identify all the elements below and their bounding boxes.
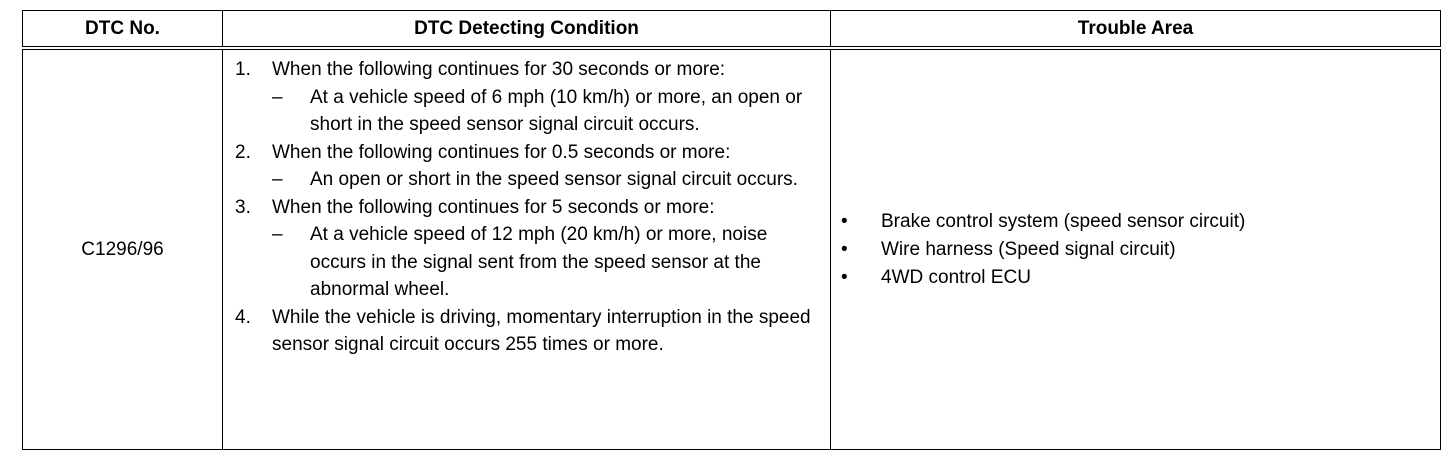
list-item xyxy=(841,208,1440,236)
header-dtc-no: DTC No. xyxy=(23,11,223,49)
bullet-icon: • xyxy=(841,266,848,288)
condition-text: While the vehicle is driving, momentary interruption in the speed sensor signal circuit occurs 255 times or more. xyxy=(272,306,811,355)
condition-number: 3. xyxy=(235,196,251,218)
condition-number: 1. xyxy=(235,59,251,80)
condition-text: When the following continues for 5 seconds or more: xyxy=(272,196,715,218)
dash-marker: – xyxy=(272,86,283,108)
list-item xyxy=(841,264,1440,292)
condition-subtext: At a vehicle speed of 12 mph (20 km/h) or more, noise occurs in the signal sent from the speed sensor at the abnormal wheel. xyxy=(310,224,768,300)
trouble-area-list xyxy=(831,208,1440,292)
condition-number: 4. xyxy=(235,306,251,328)
dash-marker: – xyxy=(272,224,283,245)
condition-text: When the following continues for 30 seconds or more: xyxy=(272,59,726,80)
dtc-table xyxy=(22,10,1441,450)
condition-cell xyxy=(223,48,831,450)
dash-marker: – xyxy=(272,169,283,190)
dtc-code: C1296/96 xyxy=(23,48,223,450)
bullet-icon: • xyxy=(841,210,848,232)
condition-text: When the following continues for 0.5 seconds or more: xyxy=(272,141,731,163)
condition-item xyxy=(235,139,830,194)
list-item xyxy=(841,236,1440,264)
condition-item xyxy=(235,194,830,304)
condition-subtext: An open or short in the speed sensor signal circuit occurs. xyxy=(310,169,798,190)
header-trouble-area: Trouble Area xyxy=(831,11,1441,49)
trouble-area-text: Brake control system (speed sensor circuit) xyxy=(881,210,1246,232)
trouble-area-text: Wire harness (Speed signal circuit) xyxy=(881,238,1176,260)
bullet-icon: • xyxy=(841,238,848,260)
condition-item xyxy=(235,304,830,359)
condition-list xyxy=(223,56,830,359)
table-row xyxy=(23,48,1441,450)
condition-number: 2. xyxy=(235,141,251,163)
condition-item xyxy=(235,56,830,139)
trouble-area-text: 4WD control ECU xyxy=(881,266,1031,288)
trouble-area-cell xyxy=(831,48,1441,450)
header-detecting-condition: DTC Detecting Condition xyxy=(223,11,831,49)
header-row xyxy=(23,11,1441,49)
condition-subtext: At a vehicle speed of 6 mph (10 km/h) or more, an open or short in the speed sensor signal circuit occurs. xyxy=(310,86,803,135)
